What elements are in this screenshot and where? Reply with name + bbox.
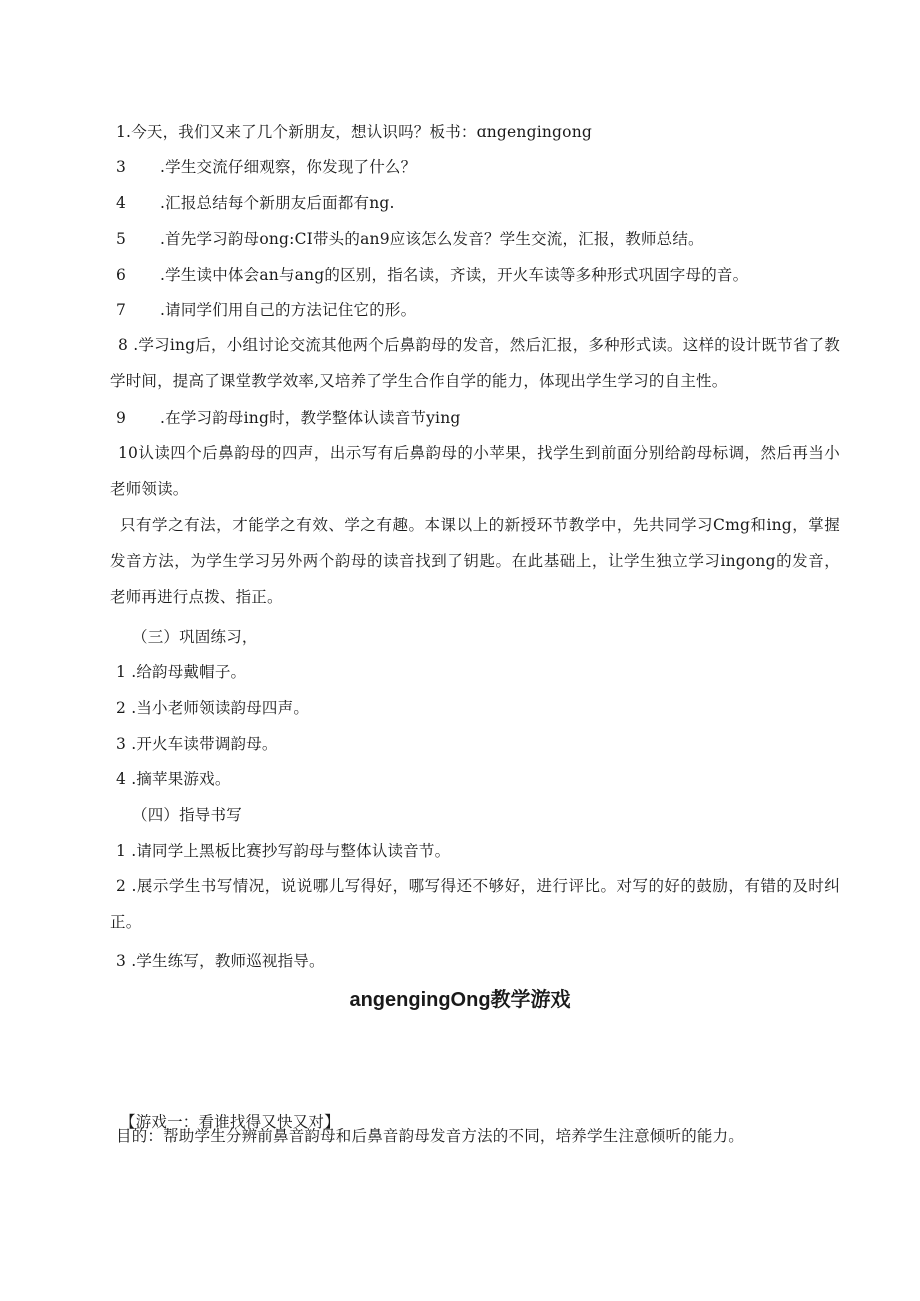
writing-3: 3 .学生练写，教师巡视指导。	[116, 952, 325, 970]
step-text: .学生交流仔细观察，你发现了什么？	[160, 158, 417, 176]
step-number: 3	[116, 158, 127, 176]
writing-2-paragraph: 2 .展示学生书写情况，说说哪儿写得好，哪写得还不够好，进行评比。对写的好的鼓励，有错的及时纠正。	[110, 877, 840, 931]
step-3	[116, 157, 416, 177]
step-text: .首先学习韵母ong:CI带头的an9应该怎么发音？学生交流，汇报，教师总结。	[160, 230, 704, 248]
step-text: .学生读中体会an与ang的区别，指名读，齐读，开火车读等多种形式巩固字母的音。	[160, 266, 749, 284]
step-8-paragraph: 8 .学习ing后，小组讨论交流其他两个后鼻韵母的发音，然后汇报，多种形式读。这样的设计既节省了教学时间，提高了课堂教学效率,又培养了学生合作自学的能力，体现出学生学习的自主性。	[110, 336, 840, 390]
step-number: 7	[116, 301, 127, 319]
step-9	[116, 408, 461, 428]
game-1-purpose: 目的：帮助学生分辨前鼻音韵母和后鼻音韵母发音方法的不同，培养学生注意倾听的能力。	[116, 1127, 745, 1145]
step-1: 1.今天，我们又来了几个新朋友，想认识吗？板书：ɑngengingong	[116, 123, 592, 141]
summary-paragraph: 只有学之有法，才能学之有效、学之有趣。本课以上的新授环节教学中，先共同学习Cmg和ing，掌握发音方法，为学生学习另外两个韵母的读音找到了钥匙。在此基础上，让学生独立学习ingong的发音，老师再进行点拨、指正。	[110, 516, 840, 606]
section-4-heading: （四）指导书写	[132, 806, 242, 824]
step-number: 6	[116, 266, 127, 284]
step-text: .请同学们用自己的方法记住它的形。	[160, 301, 417, 319]
step-text: .汇报总结每个新朋友后面都有ng.	[160, 194, 395, 212]
exercise-3: 3 .开火车读带调韵母。	[116, 735, 278, 753]
step-4	[116, 193, 395, 213]
step-number: 5	[116, 230, 127, 248]
exercise-1: 1 .给韵母戴帽子。	[116, 663, 247, 681]
section-3-heading: （三）巩固练习，	[132, 628, 258, 646]
step-text: .在学习韵母ing时，教学整体认读音节ying	[160, 409, 461, 427]
page-title: angengingOng教学游戏	[349, 989, 571, 1011]
step-7	[116, 300, 416, 320]
game-1-heading: 【游戏一：看谁找得又快又对】	[120, 1113, 340, 1131]
writing-1: 1 .请同学上黑板比赛抄写韵母与整体认读音节。	[116, 842, 451, 860]
step-number: 4	[116, 194, 127, 212]
step-number: 9	[116, 409, 127, 427]
step-5	[116, 229, 704, 249]
step-6	[116, 265, 748, 285]
exercise-4: 4 .摘苹果游戏。	[116, 770, 231, 788]
step-10-paragraph: 10认读四个后鼻韵母的四声，出示写有后鼻韵母的小苹果，找学生到前面分别给韵母标调，然后再当小老师领读。	[110, 444, 840, 498]
exercise-2: 2 .当小老师领读韵母四声。	[116, 699, 310, 717]
